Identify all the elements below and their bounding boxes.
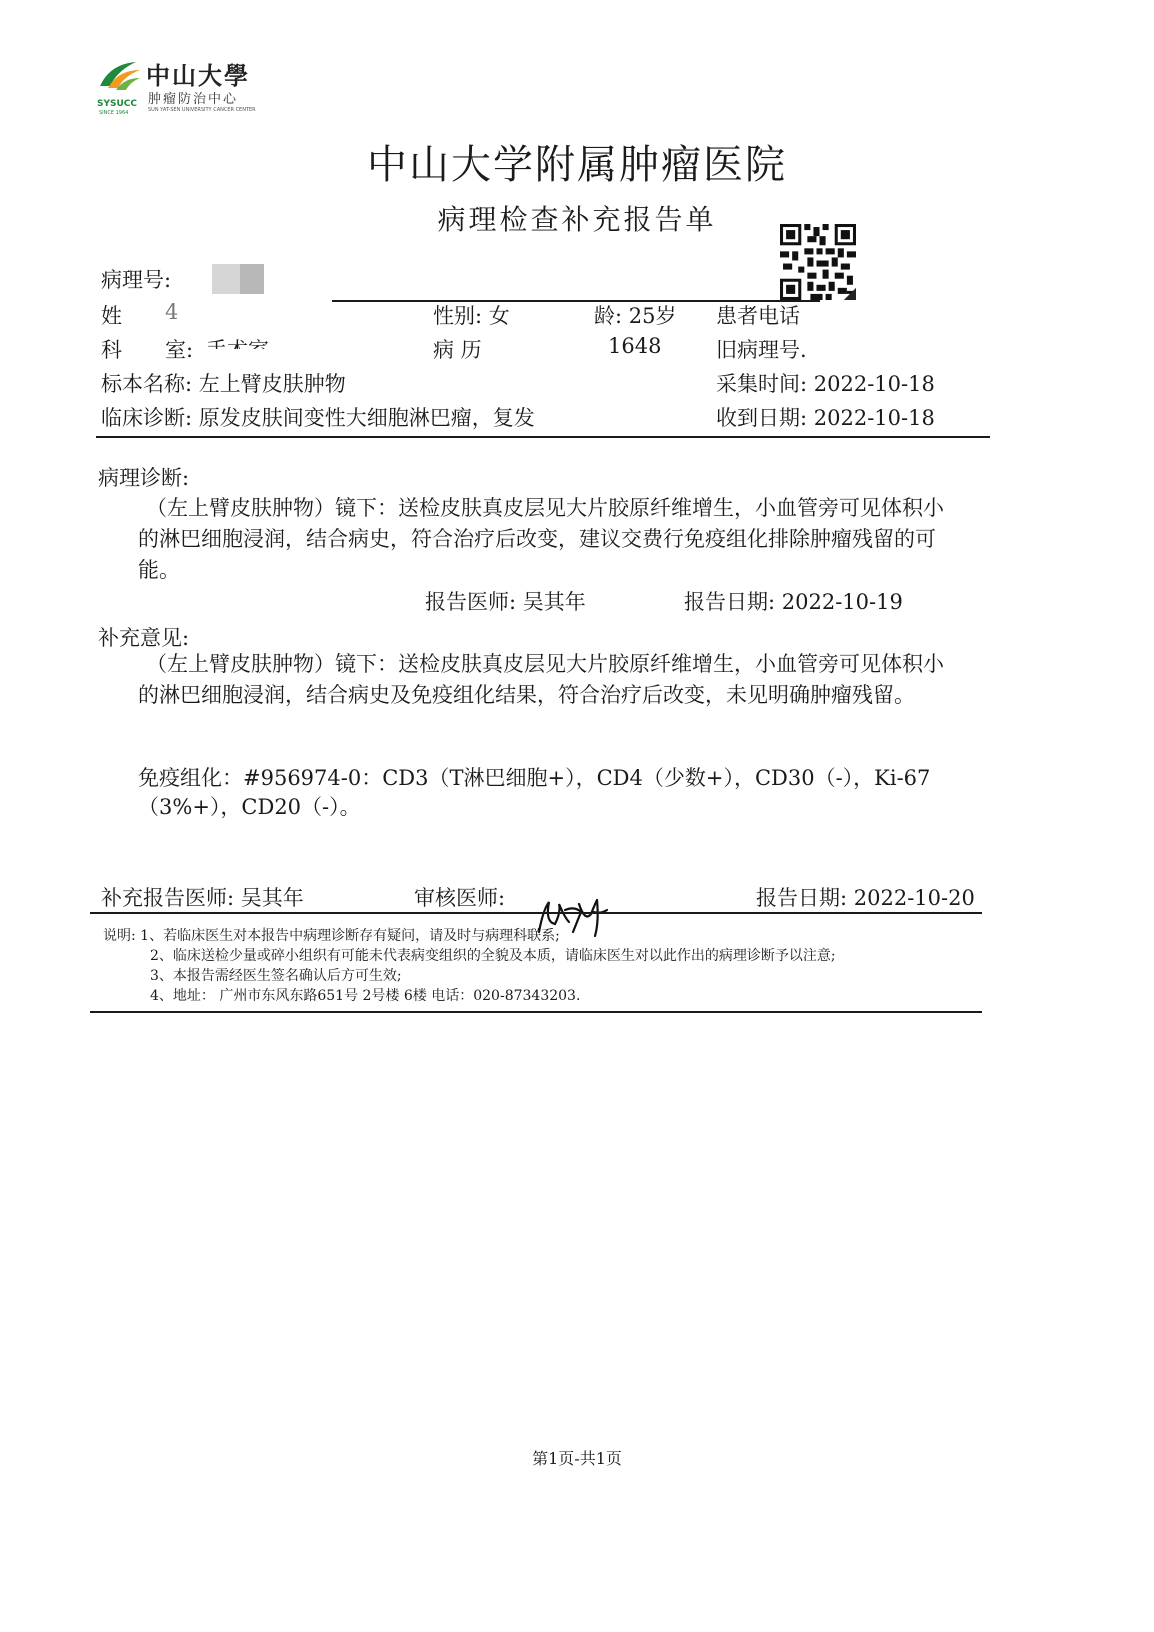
diagnosis-label: 病理诊断: [98,466,190,490]
medical-record-label: 病 历 [433,338,482,362]
clinical-diagnosis-field: 临床诊断: 原发皮肤间变性大细胞淋巴瘤，复发 [101,406,535,430]
notes-divider [90,1011,982,1013]
note-2: 2、临床送检少量或碎小组织有可能未代表病变组织的全貌及本质，请临床医生对以此作出的病理诊断予以注意; [150,948,836,964]
page-indicator: 第1页-共1页 [532,1449,622,1468]
qr-code [780,224,856,300]
name-label: 姓 [101,304,122,328]
name-fragment: 4 [165,300,179,324]
patient-phone-label: 患者电话 [716,304,800,328]
supplement-text: （左上臂皮肤肿物）镜下：送检皮肤真皮层见大片胶原纤维增生，小血管旁可见体积小的淋巴细胞浸润，结合病史及免疫组化结果，符合治疗后改变，未见明确肿瘤残留。 [138,652,944,707]
pathology-no-label: 病理号: [101,268,172,292]
logo-subtitle: 肿瘤防治中心 [148,92,239,107]
old-pathology-no-label: 旧病理号. [716,338,807,362]
ihc-line-1: 免疫组化：#956974-0：CD3（T淋巴细胞+），CD4（少数+），CD30（-），Ki-67 [138,766,931,790]
department-label: 科 [101,338,122,362]
diagnosis-date: 报告日期: 2022-10-19 [684,590,903,614]
supplement-date: 报告日期: 2022-10-20 [756,886,975,910]
hospital-title: 中山大学附属肿瘤医院 [367,142,787,188]
ihc-line-2: （3%+），CD20（-）。 [138,795,361,819]
redacted-pathology-no-dark [240,264,264,294]
gender-field: 性别: 女 [433,304,510,328]
info-bottom-divider [96,436,990,438]
logo-name: 中山大學 [146,61,250,90]
received-date-field: 收到日期: 2022-10-18 [716,406,935,430]
signoff-divider [90,912,982,914]
logo-emblem-icon [96,56,144,100]
logo-since: SINCE 1964 [99,110,129,116]
redaction-mask [206,349,276,363]
collect-time-field: 采集时间: 2022-10-18 [716,372,935,396]
logo-abbr: SYSUCC [97,99,137,109]
medical-record-fragment: 1648 [608,334,662,358]
note-4: 4、地址： 广州市东风东路651号 2号楼 6楼 电话：020-87343203. [150,988,581,1004]
supplement-label: 补充意见: [98,626,190,650]
diagnosis-text: （左上臂皮肤肿物）镜下：送检皮肤真皮层见大片胶原纤维增生，小血管旁可见体积小的淋巴细胞浸润，结合病史，符合治疗后改变，建议交费行免疫组化排除肿瘤残留的可能。 [138,496,944,582]
department-label-2: 室: [165,338,194,362]
note-1: 说明: 1、若临床医生对本报告中病理诊断存有疑问，请及时与病理科联系; [103,928,560,944]
reviewer-label: 审核医师: [414,886,506,910]
logo-english: SUN YAT-SEN UNIVERSITY CANCER CENTER [148,107,256,113]
specimen-field: 标本名称: 左上臂皮肤肿物 [101,372,346,396]
report-title: 病理检查补充报告单 [437,203,717,236]
diagnosis-doctor: 报告医师: 吴其年 [425,590,586,614]
note-3: 3、本报告需经医生签名确认后方可生效; [150,968,402,984]
age-field: 龄: 25岁 [594,304,677,328]
supplement-doctor: 补充报告医师: 吴其年 [101,886,304,910]
